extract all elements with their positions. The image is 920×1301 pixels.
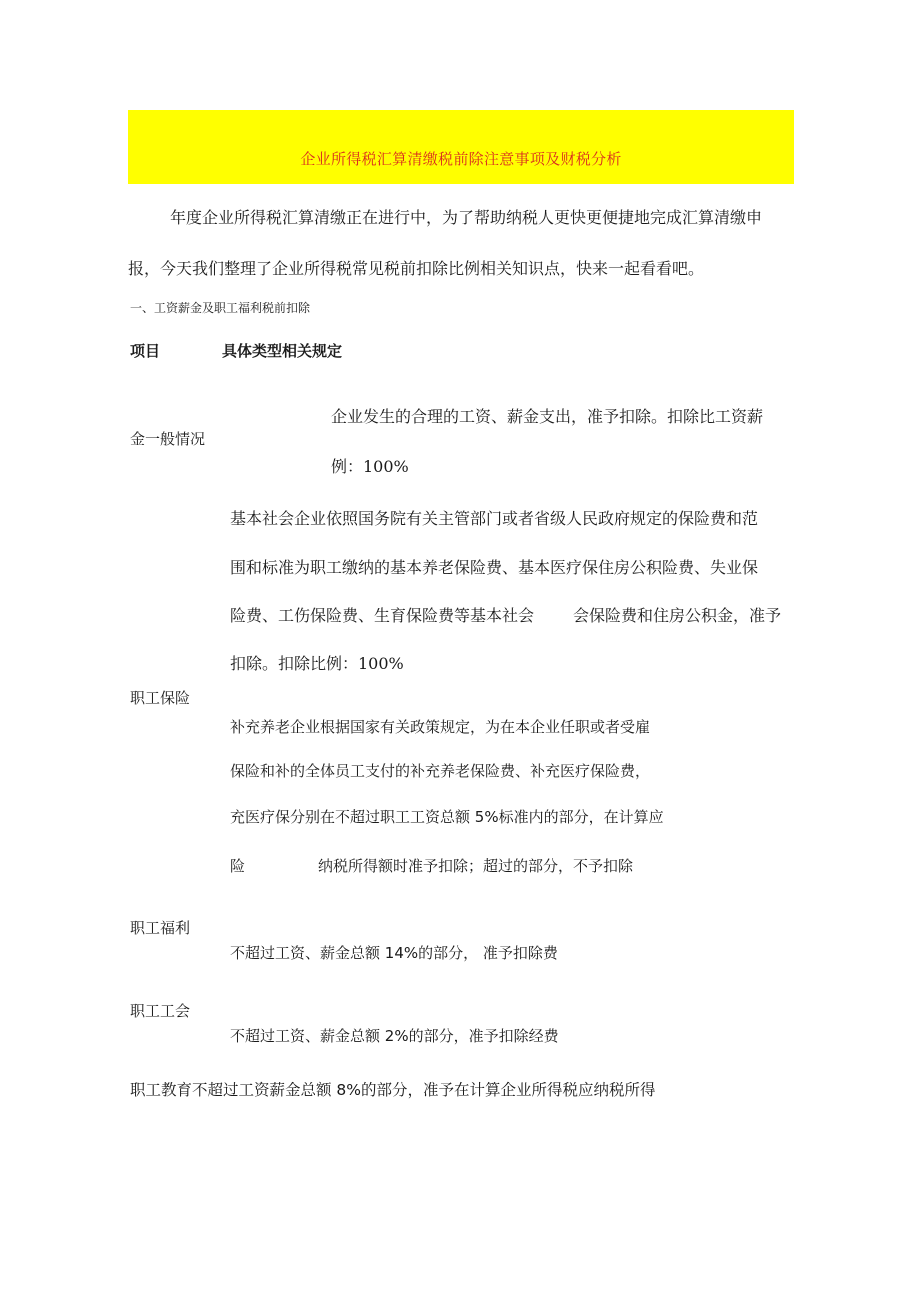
insurance-supp-line-1: 补充养老企业根据国家有关政策规定，为在本企业任职或者受雇 <box>230 718 651 736</box>
section-heading: 一、工资薪金及职工福利税前扣除 <box>130 301 311 315</box>
insurance-basic-line-2: 围和标准为职工缴纳的基本养老保险费、基本医疗保住房公积险费、失业保 <box>230 558 759 577</box>
insurance-basic-line-3a: 险费、工伤保险费、生育保险费等基本社会 <box>230 606 535 625</box>
insurance-label: 职工保险 <box>130 689 191 707</box>
wage-rule-line-1: 企业发生的合理的工资、薪金支出，准予扣除。扣除比工资薪 <box>331 407 764 426</box>
document-title: 企业所得税汇算清缴税前除注意事项及财税分析 <box>300 150 622 168</box>
table-header-rule: 具体类型相关规定 <box>222 342 343 360</box>
wage-rule-line-2: 例：100% <box>331 457 409 476</box>
insurance-supp-line-4a: 险 <box>230 857 246 875</box>
welfare-label: 职工福利 <box>130 919 191 937</box>
union-rule: 不超过工资、薪金总额 2%的部分，准予扣除经费 <box>230 1027 559 1045</box>
wage-label: 金一般情况 <box>130 430 206 448</box>
intro-line-1: 年度企业所得税汇算清缴正在进行中，为了帮助纳税人更快更便捷地完成汇算清缴申 <box>170 208 763 227</box>
intro-line-2: 报，今天我们整理了企业所得税常见税前扣除比例相关知识点，快来一起看看吧。 <box>128 259 705 278</box>
insurance-basic-line-1: 基本社会企业依照国务院有关主管部门或者省级人民政府规定的保险费和范 <box>230 509 759 528</box>
insurance-basic-line-3b: 会保险费和住房公积金，准予 <box>573 606 782 625</box>
education-text: 职工教育不超过工资薪金总额 8%的部分，准予在计算企业所得税应纳税所得 <box>130 1081 656 1099</box>
insurance-basic-line-4: 扣除。扣除比例：100% <box>230 654 404 673</box>
table-header-item: 项目 <box>130 342 161 360</box>
insurance-supp-line-2: 保险和补的全体员工支付的补充养老保险费、补充医疗保险费， <box>230 762 651 780</box>
welfare-rule: 不超过工资、薪金总额 14%的部分， 准予扣除费 <box>230 944 558 962</box>
union-label: 职工工会 <box>130 1002 191 1020</box>
insurance-supp-line-3: 充医疗保分别在不超过职工工资总额 5%标准内的部分，在计算应 <box>230 808 664 826</box>
insurance-supp-line-4b: 纳税所得额时准予扣除；超过的部分，不予扣除 <box>318 857 634 875</box>
title-banner <box>128 110 794 184</box>
